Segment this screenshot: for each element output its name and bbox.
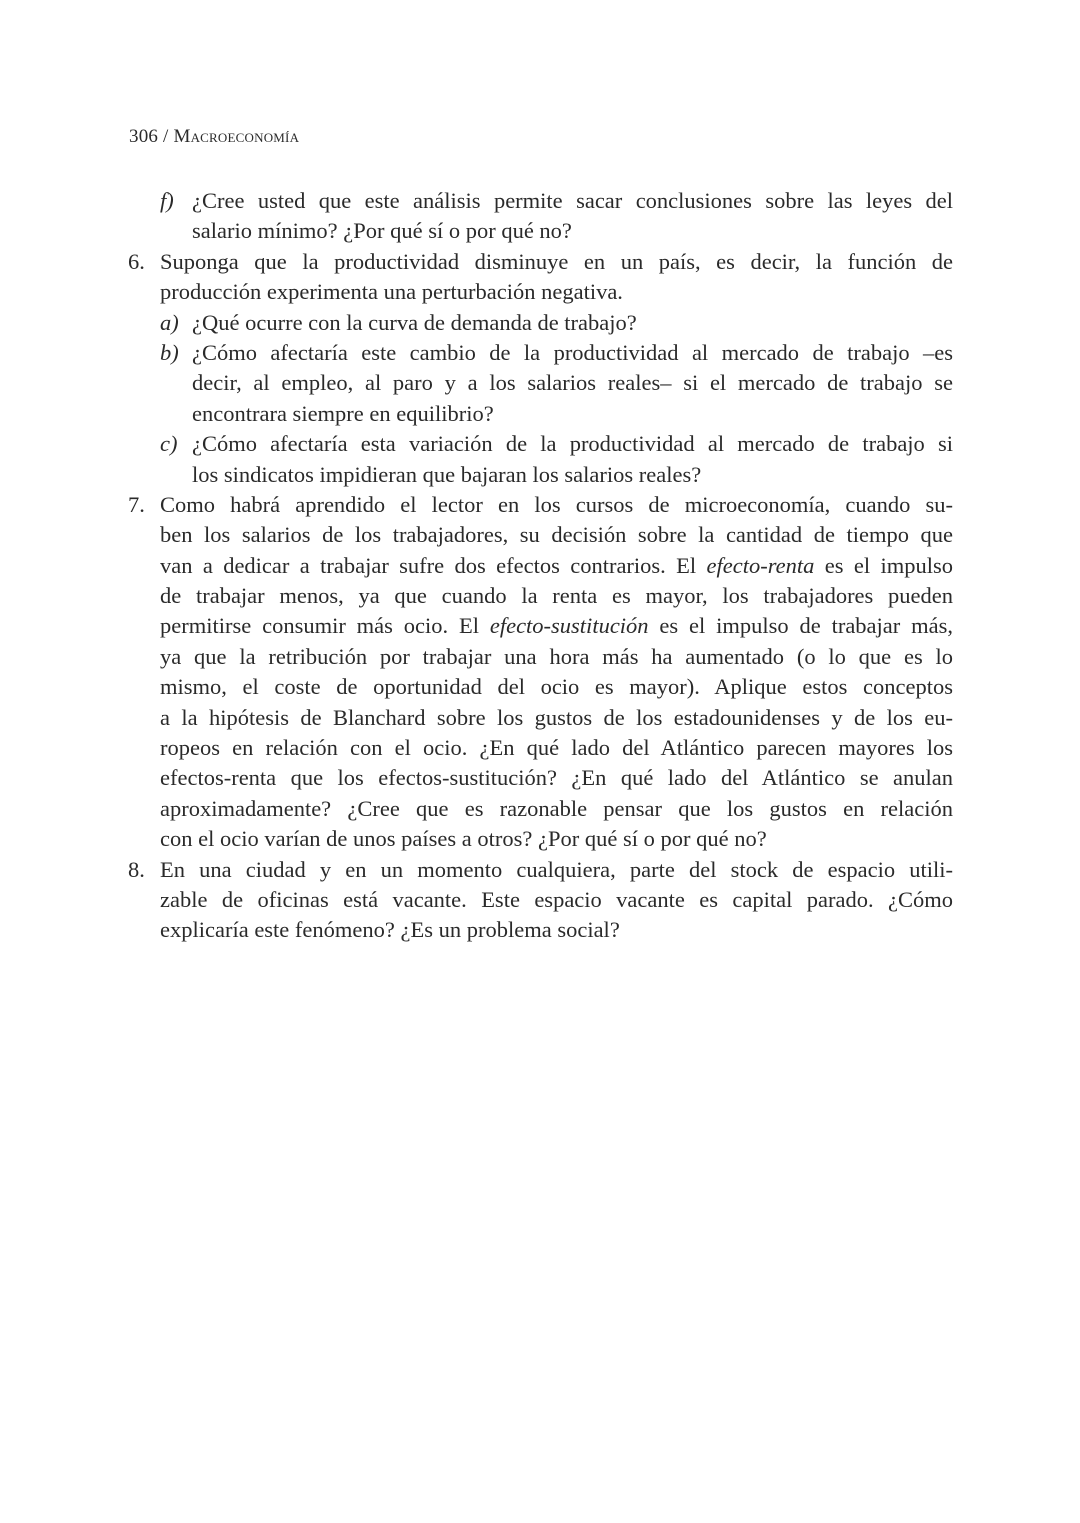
text-line — [160, 794, 953, 824]
text-row — [0, 460, 1080, 490]
text-row — [0, 824, 1080, 854]
text-line — [160, 551, 953, 581]
text-segment: ropeos en relación con el ocio. ¿En qué lado del Atlántico parecen mayores los — [160, 735, 953, 761]
item-marker: 6. — [128, 248, 145, 274]
exercise-subitem — [0, 308, 1080, 338]
text-row — [0, 247, 1080, 277]
exercise-item — [0, 490, 1080, 855]
text-line — [192, 368, 953, 398]
text-segment: Como habrá aprendido el lector en los cursos de microeconomía, cuando su- — [160, 491, 953, 517]
text-segment: Suponga que la productividad disminuye en un país, es decir, la función de — [160, 248, 953, 274]
text-segment: explicaría este fenómeno? ¿Es un problema social? — [160, 917, 620, 943]
text-row — [0, 763, 1080, 793]
text-line — [192, 399, 953, 429]
exercise-subitem — [0, 186, 1080, 247]
text-line — [192, 429, 953, 459]
text-row — [0, 703, 1080, 733]
italic-term: efecto-sustitución — [489, 613, 649, 639]
item-marker: f) — [160, 188, 174, 213]
exercise-list — [0, 186, 1080, 946]
text-segment: aproximadamente? ¿Cree que es razonable pensar que los gustos en relación — [160, 795, 953, 821]
text-line — [192, 308, 953, 338]
text-segment: En una ciudad y en un momento cualquiera, parte del stock de espacio utili- — [160, 856, 953, 882]
text-segment: zable de oficinas está vacante. Este espacio vacante es capital parado. ¿Cómo — [160, 886, 953, 912]
text-segment: ¿Qué ocurre con la curva de demanda de trabajo? — [192, 309, 637, 335]
text-line — [160, 703, 953, 733]
text-line — [160, 247, 953, 277]
text-segment: salario mínimo? ¿Por qué sí o por qué no? — [192, 218, 572, 244]
text-segment: ¿Cómo afectaría este cambio de la productividad al mercado de trabajo –es — [192, 339, 953, 365]
text-row — [0, 885, 1080, 915]
item-marker: b) — [160, 339, 179, 365]
text-row — [0, 338, 1080, 368]
exercise-subitem — [0, 429, 1080, 490]
text-line — [160, 855, 953, 885]
text-row — [0, 642, 1080, 672]
text-line — [160, 520, 953, 550]
exercise-item — [0, 247, 1080, 308]
italic-term: efecto-renta — [706, 552, 815, 578]
text-segment: con el ocio varían de unos países a otros? ¿Por qué sí o por qué no? — [160, 826, 767, 852]
text-row — [0, 308, 1080, 338]
text-segment: ¿Cómo afectaría esta variación de la productividad al mercado de trabajo si — [192, 431, 953, 457]
text-row — [0, 611, 1080, 641]
text-row — [0, 794, 1080, 824]
text-row — [0, 429, 1080, 459]
text-segment: es el impulso de trabajar más, — [648, 613, 953, 639]
text-line — [160, 824, 953, 854]
text-line — [160, 672, 953, 702]
text-segment: efectos-renta que los efectos-sustitución? ¿En qué lado del Atlántico se anulan — [160, 765, 953, 791]
text-segment: a la hipótesis de Blanchard sobre los gustos de los estadounidenses y de los eu- — [160, 704, 953, 730]
text-line — [192, 460, 953, 490]
text-segment: ben los salarios de los trabajadores, su decisión sobre la cantidad de tiempo que — [160, 522, 953, 548]
text-segment: encontrara siempre en equilibrio? — [192, 400, 494, 426]
text-line — [160, 277, 953, 307]
text-segment: permitirse consumir más ocio. El — [160, 613, 490, 639]
text-line — [160, 915, 953, 945]
item-marker: 7. — [128, 491, 145, 517]
book-title: Macroeconomía — [173, 126, 300, 147]
text-row — [0, 672, 1080, 702]
text-segment: mismo, el coste de oportunidad del ocio es mayor). Aplique estos conceptos — [160, 674, 953, 700]
text-row — [0, 733, 1080, 763]
text-row — [0, 581, 1080, 611]
text-row — [0, 186, 1080, 216]
text-row — [0, 551, 1080, 581]
text-line — [160, 611, 953, 641]
item-marker: 8. — [128, 856, 145, 882]
text-segment: producción experimenta una perturbación negativa. — [160, 279, 623, 305]
header-separator: / — [158, 126, 174, 147]
text-line — [160, 763, 953, 793]
text-line — [192, 216, 953, 246]
text-line — [192, 338, 953, 368]
text-row — [0, 855, 1080, 885]
text-line — [160, 733, 953, 763]
text-segment: ya que la retribución por trabajar una hora más ha aumentado (o lo que es lo — [160, 643, 953, 669]
text-line — [160, 490, 953, 520]
item-marker: a) — [160, 309, 179, 335]
text-row — [0, 399, 1080, 429]
text-line — [192, 186, 953, 216]
text-segment: de trabajar menos, ya que cuando la renta es mayor, los trabajadores pueden — [160, 583, 953, 609]
text-row — [0, 490, 1080, 520]
text-row — [0, 520, 1080, 550]
text-row — [0, 368, 1080, 398]
item-marker: c) — [160, 431, 178, 457]
text-line — [160, 581, 953, 611]
text-row — [0, 216, 1080, 246]
text-segment: ¿Cree usted que este análisis permite sacar conclusiones sobre las leyes del — [192, 188, 953, 213]
running-header — [129, 126, 299, 148]
text-row — [0, 915, 1080, 945]
text-row — [0, 277, 1080, 307]
page-number: 306 — [129, 126, 159, 147]
text-line — [160, 885, 953, 915]
text-line — [160, 642, 953, 672]
exercise-item — [0, 855, 1080, 946]
exercise-subitem — [0, 338, 1080, 429]
text-segment: decir, al empleo, al paro y a los salarios reales– si el mercado de trabajo se — [192, 370, 953, 396]
text-segment: es el impulso — [814, 552, 953, 578]
text-segment: van a dedicar a trabajar sufre dos efectos contrarios. El — [160, 552, 707, 578]
text-segment: los sindicatos impidieran que bajaran los salarios reales? — [192, 461, 702, 487]
